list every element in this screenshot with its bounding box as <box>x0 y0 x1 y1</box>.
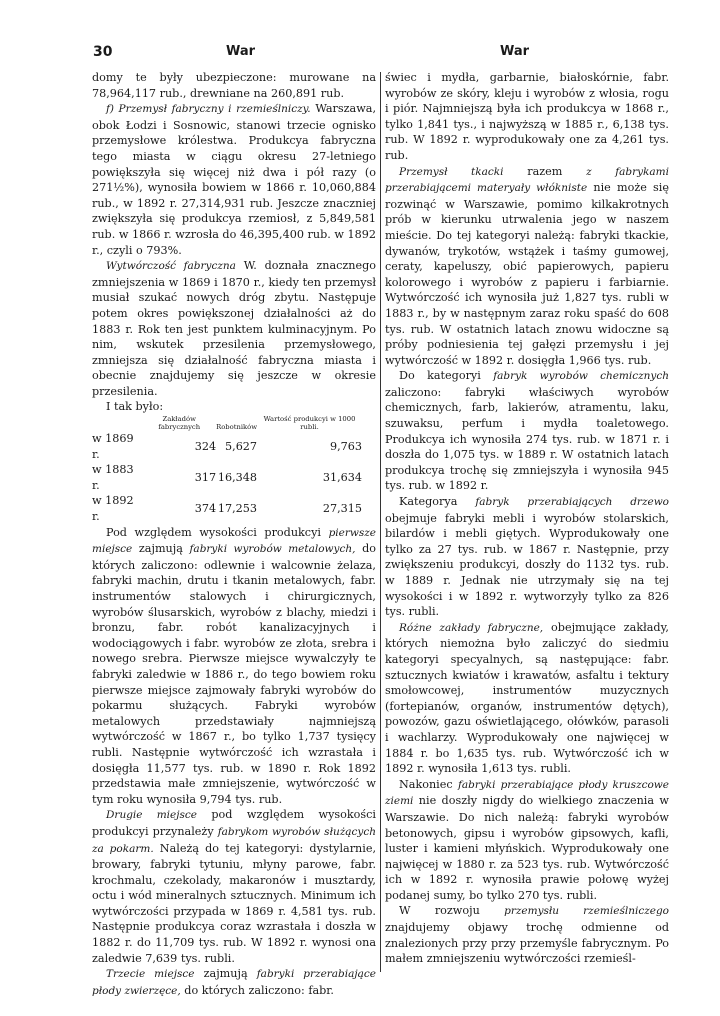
paragraph: Do kategoryi fabryk wyrobów chemicznych zaliczono: fabryki właściwych wyrobów chemicznych, farb, lakierów, atramentu, laku, szuwaksu, perfum i mydła toaletowego. Produkcya ich wynosiła 274 tys. rub. w 1871 r. i doszła do 1,075 tys. w 1889 r. W ostatnich latach produkcya trochę się zmniejszyła i wynosiła 945 tys. rub. w 1892 r. <box>385 369 669 493</box>
table-row: w 1883 r. 317 16,348 31,634 <box>92 463 362 492</box>
paragraph: Nakoniec fabryki przerabiające płody kruszcowe ziemi nie doszły nigdy do wielkiego znaczenia w Warszawie. Do nich należą: fabryki wyrobów betonowych, gipsu i wyrobów gipsowych, kafli, luster i kamieni młyńskich. Wyprodukowały one najwięcej w 1880 r. za 523 tys. rub. Wytwórczość ich w 1892 r. wynosiła prawie połowę wyżej podanej sumy, bo tylko 270 tys. rubli. <box>385 777 670 902</box>
paragraph: Kategorya fabryk przerabiających drzewo obejmuje fabryki mebli i wyrobów stolarskich, bilardów i mebli giętych. Wyprodukowały one tylko za 27 tys. rub. w 1867 r. Następnie, przy zwiększeniu produkcyi, doszły do 1132 tys. rub. w 1889 r. Jednak nie utrzymały się na tej wysokości i w 1892 r. wytworzyły tylko za 826 tys. rubli. <box>385 495 670 619</box>
paragraph: Drugie miejsce pod względem wysokości produkcyi przynależy fabrykom wyrobów służących za pokarm. Należą do tej kategoryi: dystylarnie, browary, fabryki tytuniu, młyny parowe, fabr. krochmalu, czekolady, makaronów i musztardy, octu i wód mineralnych sztucznych. Minimum ich wytwórczości przypada w 1869 r. 4,581 tys. rub. Następnie produkcya coraz wzrastała i doszła w 1882 r. do 11,709 tys. rub. W 1892 r. wynosi ona zaledwie 7,639 tys. rubli. <box>92 808 377 965</box>
page-header <box>0 44 720 66</box>
col-header-workers: Robotników <box>216 423 258 432</box>
paragraph: Różne zakłady fabryczne, obejmujące zakłady, których niemożna było zaliczyć do siedmiu kategoryi specyalnych, są następujące: fabr. sztucznych kwiatów i krawatów, asfaltu i tektury smołowcowej, instrumentów muzycznych (fortepianów, organów, instrumentów dętych), powozów, gazu oświetlającego, ołówków, parasoli i wachlarzy. Wyprodukowały one najwięcej w 1884 r. bo 1,635 tys. rub. Wytwórczość ich w 1892 r. wynosiła 1,613 tys. rubli. <box>385 620 669 776</box>
statistics-table <box>92 415 362 525</box>
paragraph: domy te były ubezpieczone: murowane na 78,964,117 rub., drewniane na 260,891 rub. <box>92 71 376 100</box>
paragraph: I tak było: <box>106 400 164 414</box>
column-divider <box>380 72 381 972</box>
page-number: 30 <box>93 44 113 60</box>
col-header-value: Wartość produkcyi w 1000 rubli. <box>263 415 356 432</box>
right-column <box>385 70 669 967</box>
running-head-right: War <box>500 44 530 59</box>
table-row: w 1892 r. 374 17,253 27,315 <box>92 494 362 524</box>
table-row: w 1869 r. 324 5,627 9,763 <box>92 432 362 461</box>
paragraph: Przemysł tkacki razem z fabrykami przerabiającemi materyały włókniste nie może się rozwinąć w Warszawie, pomimo kilkakrotnych prób w kierunku utrwalenia jego w naszem mieście. Do tej kategoryi należą: fabryki tkackie, dywanów, trykotów, wstążek i taśmy gumowej, ceraty, kapeluszy, obić papierowych, papieru kolorowego i wyrobów z papieru i farbiarnie. Wytwórczość ich wynosiła już 1,827 tys. rubli w 1883 r., by w następnym zaraz roku spaść do 608 tys. rub. W ostatnich latach znowu widoczne są próby podniesienia tej gałęzi przemysłu i jej wytwórczość w 1892 r. dosięgła 1,966 tys. rub. <box>385 164 669 367</box>
section-title: f) Przemysł fabryczny i rzemieślniczy. <box>106 103 311 116</box>
paragraph: f) Przemysł fabryczny i rzemieślniczy. Warszawa, obok Łodzi i Sosnowic, stanowi trzecie ognisko przemysłowe królestwa. Produkcya fabryczna tego miasta w ciągu okresu 27-letniego powiększyła się więcej niż dwa i pół razy (o 271½%), wynosiła bowiem w 1866 r. 10,060,884 rub., w 1892 r. 27,314,931 rub. Jeszcze znaczniej zwiększyła się produkcya rzemiosł, z 5,849,581 rub. w 1866 r. wzrosła do 46,395,400 rub. w 1892 r., czyli o 793%. <box>92 102 376 257</box>
paragraph: Trzecie miejsce zajmują fabryki przerabiające płody zwierzęce, do których zaliczono: fabr. <box>92 967 377 997</box>
running-head-left: War <box>226 44 256 59</box>
left-column <box>92 70 376 999</box>
section-title: Wytwórczość fabryczna <box>106 260 236 273</box>
paragraph: Pod względem wysokości produkcyi pierwsze miejsce zajmują fabryki wyrobów metalowych, do których zaliczono: odlewnie i walcownie żelaza, fabryki machin, drutu i tkanin metalowych, fabr. instrumentów stalowych i chirurgicznych, wyrobów ślusarskich, wyrobów z blachy, miedzi i bronzu, fabr. robót kanalizacyjnych i wodociągowych i fabr. wyrobów ze złota, srebra i nowego srebra. Pierwsze miejsce wywalczyły te fabryki zaledwie w 1886 r., do tego bowiem roku pierwsze miejsce zajmowały fabryki wyrobów do pokarmu służących. Fabryki wyrobów metalowych przedstawiały najmniejszą wytwórczość w 1867 r., bo tylko 1,737 tysięcy rubli. Następnie wytwórczość ich wzrastała i dosięgła 11,577 tys. rub. w 1890 r. Rok 1892 przedstawia małe zmniejszenie, wytwórczość w tym roku wynosiła 9,794 tys. rub. <box>92 525 376 806</box>
paragraph: Wytwórczość fabryczna W. doznała znacznego zmniejszenia w 1869 i 1870 r., kiedy ten przemysł musiał szukać nowych dróg zbytu. Następuje potem okres powiększonej działalności aż do 1883 r. Rok ten jest punktem kulminacyjnym. Po nim, wskutek przesilenia przemysłowego, zmniejsza się działalność fabryczna miasta i obecnie znajdujemy się jeszcze w okresie przesilenia. <box>92 259 376 398</box>
col-header-factories: Zakładów fabrycznych <box>158 415 201 432</box>
paragraph: świec i mydła, garbarnie, białoskórnie, fabr. wyrobów ze skóry, kleju i wyrobów z włosia, rogu i piór. Najmniejszą była ich produkcya w 1868 r., tylko 1,841 tys., i najwyższą w 1885 r., 6,138 tys. rub. W 1892 r. wyprodukowały one za 4,261 tys. rub. <box>385 71 669 162</box>
paragraph: W rozwoju przemysłu rzemieślniczego znajdujemy objawy trochę odmienne od znalezionych przy przy przemyśle fabrycznym. Po małem zmniejszeniu wytwórczości rzemieśl- <box>385 904 669 966</box>
